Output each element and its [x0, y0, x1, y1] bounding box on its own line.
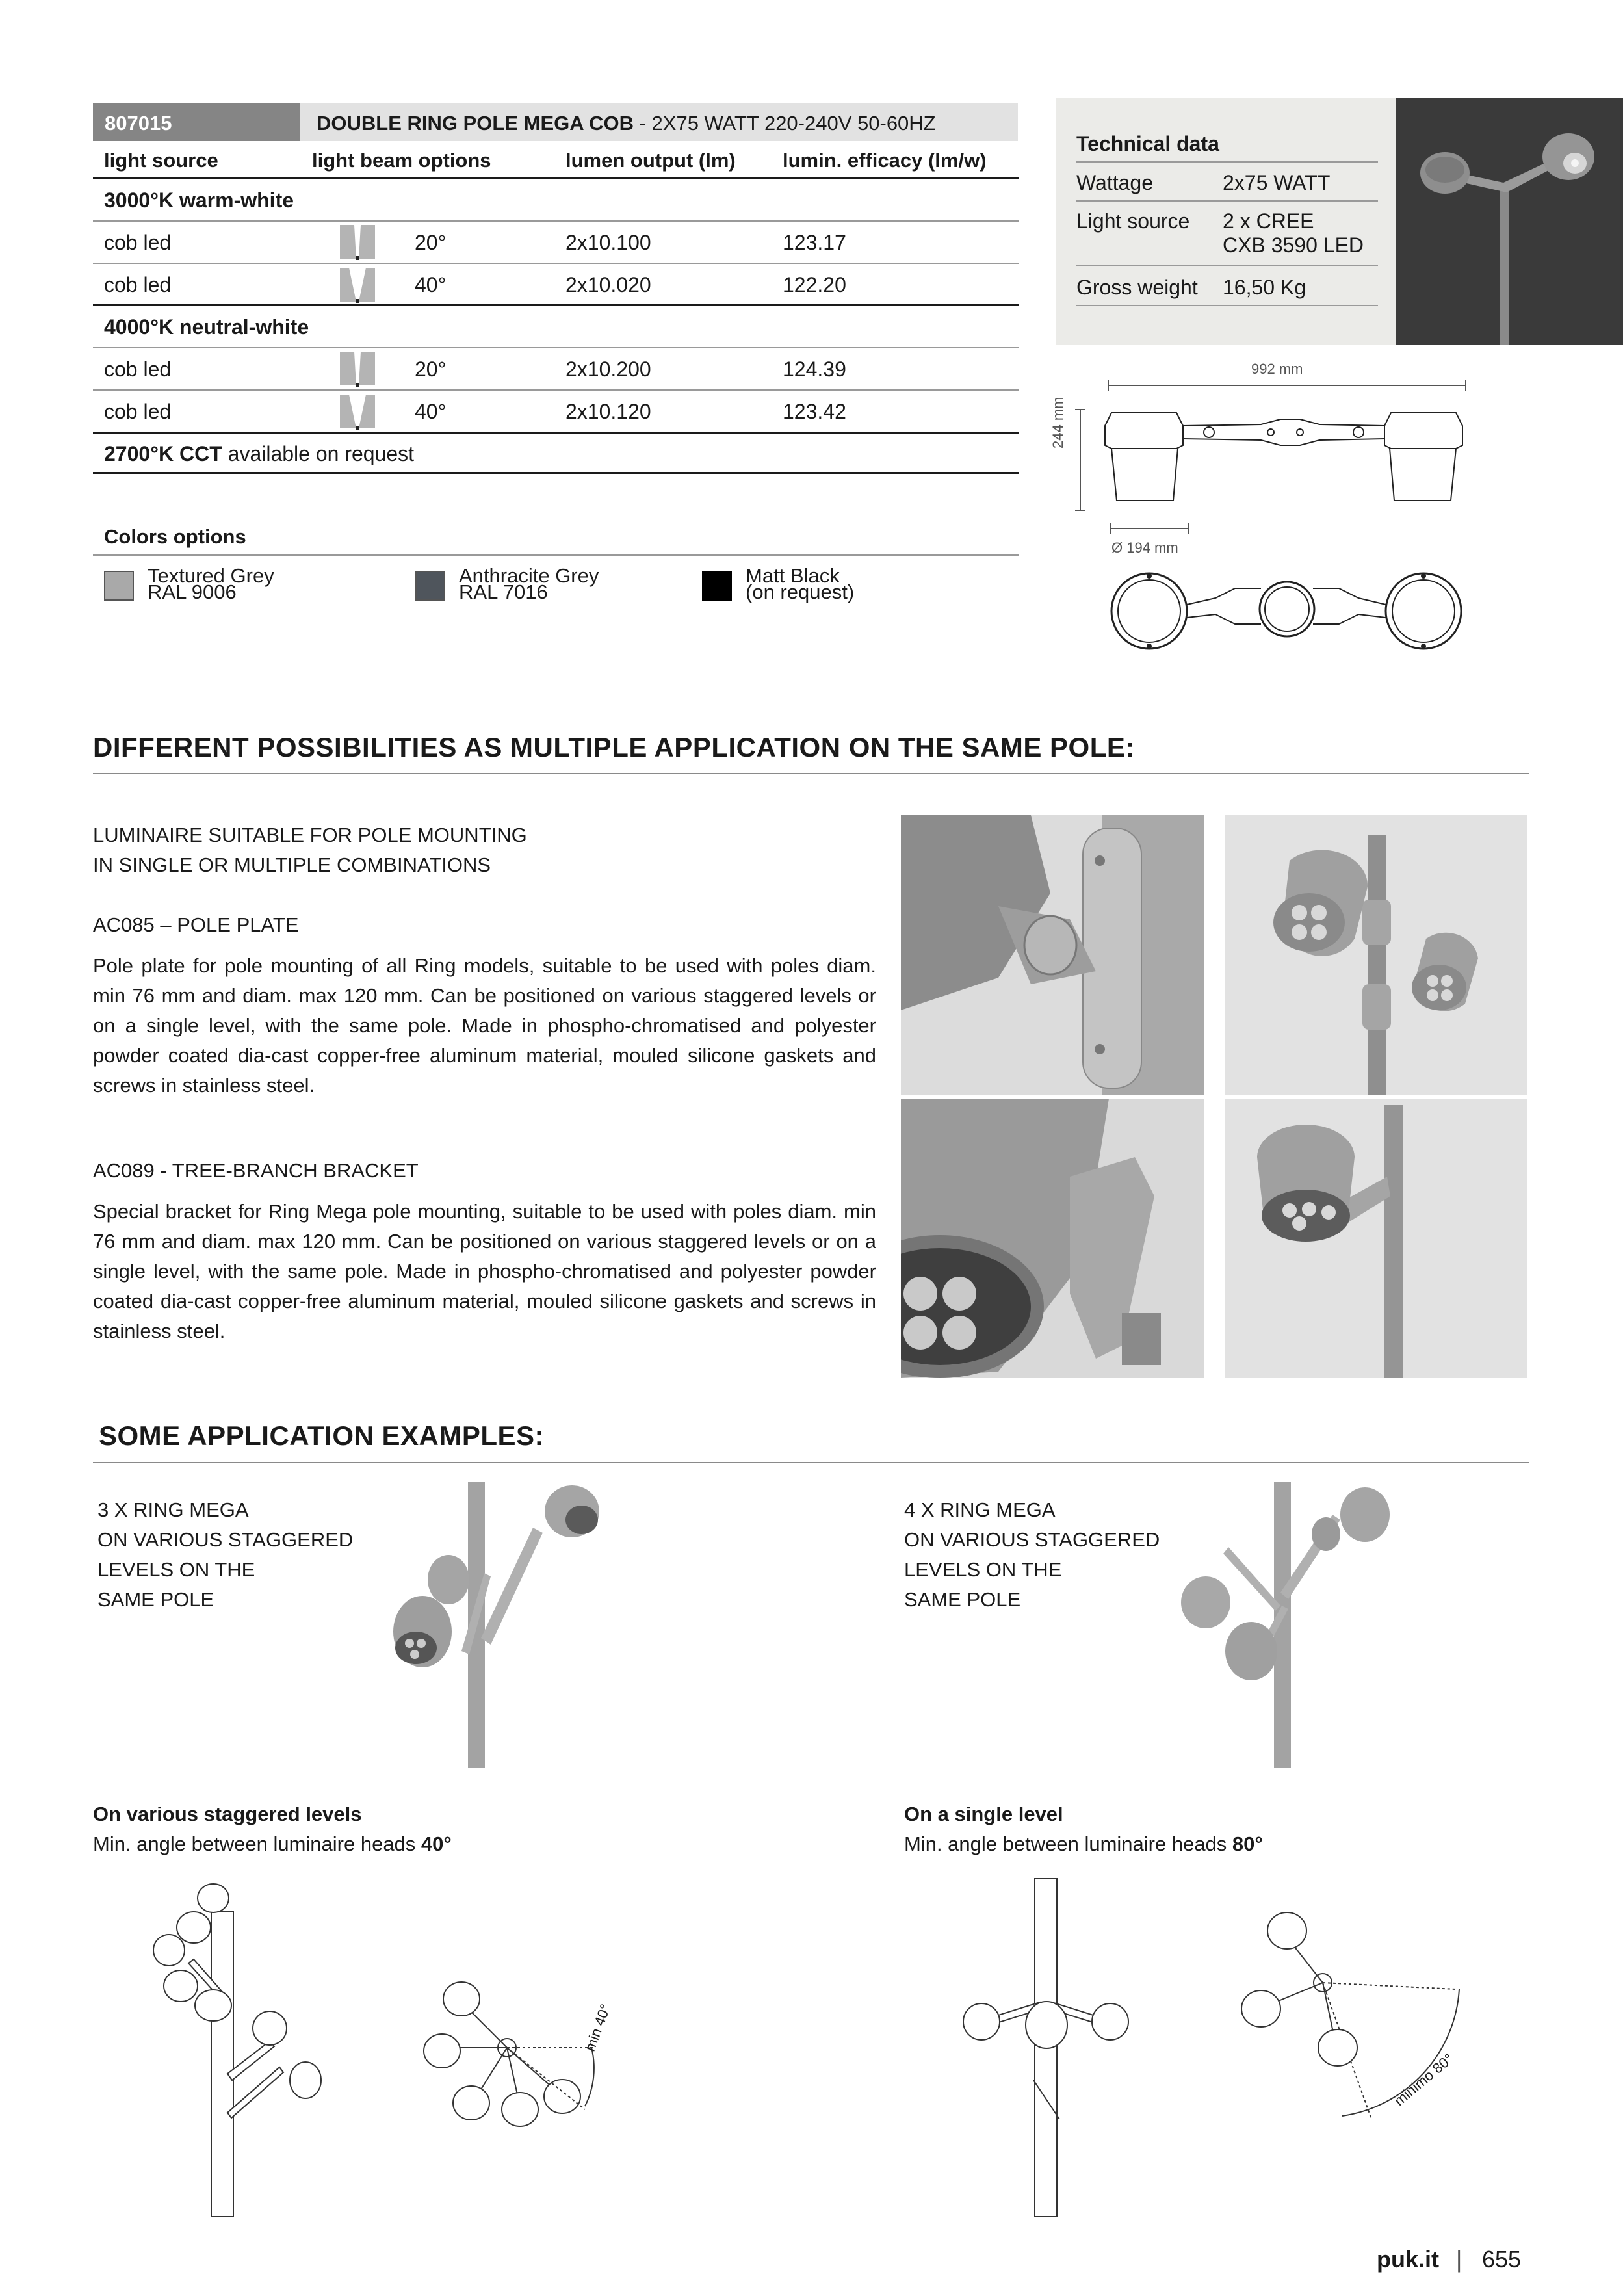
section-examples-title: SOME APPLICATION EXAMPLES:: [99, 1420, 545, 1451]
example2-line: LEVELS ON THE: [904, 1558, 1062, 1581]
section-rule: [93, 773, 1529, 774]
example1-line: LEVELS ON THE: [97, 1558, 255, 1581]
ac089-description: Special bracket for Ring Mega pole mounting, suitable to be used with poles diam. min 76 mm and diam. max 120 mm. Can be positioned on various staggered levels or on a single level, with the same pole. Made in phospho-chromatised and polyester powder coated dia-cast copper-free aluminum material, mouled silicone gaskets and screws in stainless steel.: [93, 1200, 876, 1342]
staggered-levels-heading: On various staggered levels: [93, 1803, 362, 1825]
th-lumen-output: lumen output (lm): [565, 149, 736, 172]
single-level-heading: On a single level: [904, 1803, 1063, 1825]
group-warm-white: 3000°K warm-white: [104, 189, 294, 212]
page-number: 655: [1482, 2246, 1522, 2273]
section-multiple-application-title: DIFFERENT POSSIBILITIES AS MULTIPLE APPLICATION ON THE SAME POLE:: [93, 732, 1135, 763]
tree-branch-bracket-photo: [901, 1099, 1204, 1378]
product-title-bold: DOUBLE RING POLE MEGA COB: [317, 112, 634, 135]
colors-title: Colors options: [104, 525, 246, 548]
light-source-value-1: 2 x CREE: [1223, 209, 1314, 233]
min-40-label: min 40°: [582, 2002, 614, 2054]
color-code: RAL 9006: [148, 581, 237, 603]
color-name: Textured Grey: [148, 564, 274, 587]
group-neutral-white: 4000°K neutral-white: [104, 315, 309, 339]
tech-rule: [1076, 305, 1378, 306]
tree-branch-application-photo: [1225, 1099, 1527, 1378]
dim-width: 992 mm: [1251, 361, 1303, 377]
pole-with-bracket-luminaire-image: [1225, 1099, 1527, 1378]
row-lumen: 2x10.100: [565, 231, 651, 254]
four-ring-mega-render: [1163, 1476, 1410, 1768]
example2-line: SAME POLE: [904, 1588, 1021, 1611]
gross-weight-label: Gross weight: [1076, 276, 1198, 299]
light-source-value-2: CXB 3590 LED: [1223, 233, 1364, 257]
color-name: Anthracite Grey: [459, 564, 599, 587]
technical-drawing: [1066, 374, 1482, 660]
single-level-front-view-drawing: [936, 1872, 1157, 2223]
intro-line-2: IN SINGLE OR MULTIPLE COMBINATIONS: [93, 854, 491, 876]
product-photo: [1396, 98, 1623, 345]
table-rule: [93, 220, 1019, 222]
row-source: cob led: [104, 231, 172, 254]
row-angle: 40°: [415, 400, 447, 423]
row-efficacy: 122.20: [783, 273, 846, 296]
row-source: cob led: [104, 358, 172, 381]
table-rule: [93, 177, 1019, 179]
single-level-angle-note: [904, 1833, 1263, 1856]
th-efficacy: lumin. efficacy (lm/w): [783, 149, 987, 172]
wattage-value: 2x75 WATT: [1223, 171, 1331, 194]
cct-note: [104, 442, 414, 466]
section-rule: [93, 1462, 1529, 1463]
wide-beam-icon: [337, 393, 378, 430]
footer-site[interactable]: puk.it: [1377, 2246, 1439, 2273]
angle-value: 80°: [1232, 1833, 1263, 1855]
table-rule: [93, 347, 1019, 348]
pole-with-two-luminaires-image: [1225, 815, 1527, 1095]
color-swatch-matt-black: [702, 571, 732, 601]
footer-separator: |: [1456, 2246, 1462, 2273]
staggered-top-view-drawing: [416, 1970, 650, 2165]
three-ring-mega-render: [383, 1476, 617, 1768]
color-code: (on request): [746, 581, 855, 603]
th-light-source: light source: [104, 149, 218, 172]
narrow-beam-icon: [337, 350, 378, 387]
color-swatch-anthracite-grey: [415, 571, 445, 601]
angle-note-text: Min. angle between luminaire heads: [904, 1833, 1232, 1855]
table-rule: [93, 389, 1019, 391]
example2-line: ON VARIOUS STAGGERED: [904, 1528, 1160, 1551]
th-beam-options: light beam options: [312, 149, 491, 172]
light-source-label: Light source: [1076, 209, 1190, 233]
dim-height: 244 mm: [1050, 397, 1066, 449]
colors-rule: [93, 554, 1019, 556]
table-rule: [93, 432, 1019, 434]
single-level-top-view-drawing: [1222, 1898, 1469, 2132]
intro-line-1: LUMINAIRE SUITABLE FOR POLE MOUNTING: [93, 824, 527, 846]
double-ring-luminaire-image: [1396, 98, 1623, 345]
bracket-closeup-image: [901, 1099, 1204, 1378]
angle-value: 40°: [421, 1833, 452, 1855]
example2-line: 4 X RING MEGA: [904, 1498, 1056, 1521]
product-title: [300, 103, 1018, 141]
row-efficacy: 123.17: [783, 231, 846, 254]
table-rule: [93, 472, 1019, 474]
dim-diameter: Ø 194 mm: [1111, 540, 1178, 556]
pole-plate-closeup-image: [901, 815, 1204, 1095]
example1-line: ON VARIOUS STAGGERED: [97, 1528, 354, 1551]
row-angle: 20°: [415, 231, 447, 254]
row-source: cob led: [104, 273, 172, 296]
row-efficacy: 124.39: [783, 358, 846, 381]
staggered-front-view-drawing: [130, 1872, 325, 2223]
row-lumen: 2x10.020: [565, 273, 651, 296]
ac085-description: Pole plate for pole mounting of all Ring models, suitable to be used with poles diam. min 76 mm and diam. max 120 mm. Can be positioned on various staggered levels or on a single level, with the same pole. Made in phospho-chromatised and polyester powder coated dia-cast copper-free aluminum material, mouled silicone gaskets and screws in stainless steel.: [93, 954, 876, 1097]
product-title-rest: - 2X75 WATT 220-240V 50-60HZ: [633, 112, 936, 135]
color-name: Matt Black: [746, 564, 840, 587]
wide-beam-icon: [337, 267, 378, 303]
row-angle: 40°: [415, 273, 447, 296]
color-swatch-textured-grey: [104, 571, 134, 601]
tech-rule: [1076, 265, 1378, 266]
ac089-title: AC089 - TREE-BRANCH BRACKET: [93, 1159, 419, 1182]
angle-note-text: Min. angle between luminaire heads: [93, 1833, 421, 1855]
row-lumen: 2x10.200: [565, 358, 651, 381]
row-lumen: 2x10.120: [565, 400, 651, 423]
pole-plate-photo: [901, 815, 1204, 1095]
cct-bold: 2700°K CCT: [104, 442, 222, 465]
example1-line: 3 X RING MEGA: [97, 1498, 249, 1521]
product-code: 807015: [93, 103, 300, 141]
technical-data-title: Technical data: [1076, 132, 1219, 155]
tech-rule: [1076, 200, 1378, 202]
row-angle: 20°: [415, 358, 447, 381]
row-source: cob led: [104, 400, 172, 423]
pole-plate-application-photo: [1225, 815, 1527, 1095]
example1-line: SAME POLE: [97, 1588, 214, 1611]
tech-rule: [1076, 161, 1378, 163]
narrow-beam-icon: [337, 224, 378, 260]
cct-rest: available on request: [222, 442, 415, 465]
ac085-title: AC085 – POLE PLATE: [93, 913, 299, 936]
wattage-label: Wattage: [1076, 171, 1153, 194]
table-rule: [93, 304, 1019, 306]
color-code: RAL 7016: [459, 581, 548, 603]
table-rule: [93, 263, 1019, 264]
gross-weight-value: 16,50 Kg: [1223, 276, 1306, 299]
staggered-levels-angle-note: [93, 1833, 452, 1856]
minimo-80-label: minimo 80°: [1391, 2050, 1457, 2109]
row-efficacy: 123.42: [783, 400, 846, 423]
